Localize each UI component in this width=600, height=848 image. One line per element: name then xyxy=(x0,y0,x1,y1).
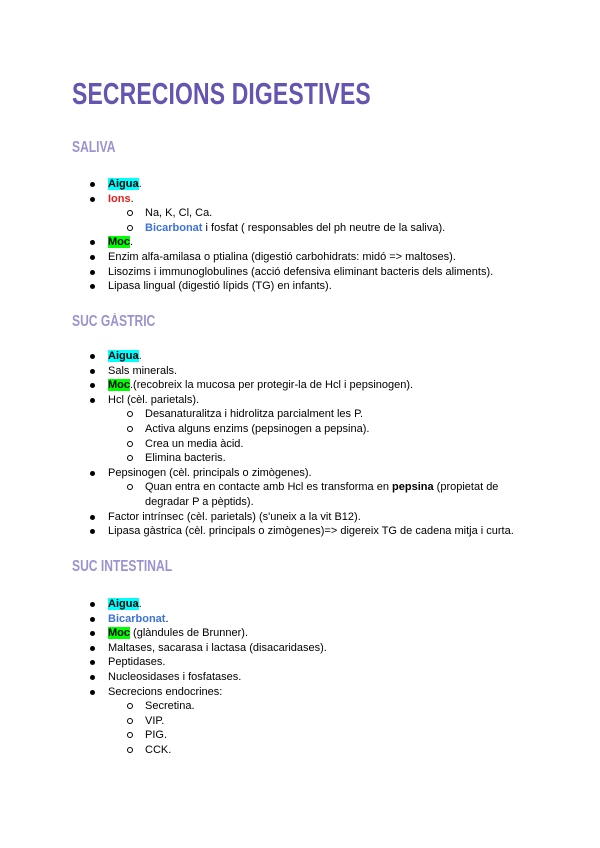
list-subitem xyxy=(0,407,600,422)
list-subitem xyxy=(0,728,600,743)
secrecions-sub-text: VIP. xyxy=(145,714,165,727)
section-heading-intestinal: SUC INTESTINAL xyxy=(72,558,173,575)
saliva-list xyxy=(0,177,600,294)
peptidases-text: Peptidases. xyxy=(108,656,166,669)
secrecions-sub-text: CCK. xyxy=(145,743,172,756)
pepsinogen-text: Pepsinogen (cèl. principals o zimògenes). xyxy=(108,466,312,479)
pepsinogen-sub-text-end: (propietat de degradar P a pèptids). xyxy=(145,481,499,508)
maltases-text: Maltases, sacarasa i lactasa (disacaridases). xyxy=(108,641,327,654)
page-title: SECRECIONS DIGESTIVES xyxy=(72,76,371,111)
list-item: Bicarbonat. xyxy=(0,612,600,627)
list-item xyxy=(0,364,600,379)
pepsinogen-sub-text: Quan entra en contacte amb Hcl es transforma en xyxy=(145,481,393,494)
list-item xyxy=(0,510,600,525)
lipasa-text: Lipasa gàstrica (cèl. principals o zimògenes)=> digereix TG de cadena mitja i curta. xyxy=(108,525,514,538)
highlight-moc: Moc xyxy=(108,379,130,392)
factor-text: Factor intrínsec (cèl. parietals) (s'uneix a la vit B12). xyxy=(108,510,361,523)
hcl-text: Hcl (cèl. parietals). xyxy=(108,393,200,406)
list-item xyxy=(0,279,600,294)
list-item: Aigua. xyxy=(0,177,600,192)
bicarbonat-text: i fosfat ( responsables del ph neutre de la saliva). xyxy=(202,221,446,234)
ions-sub-text: Na, K, Cl, Ca. xyxy=(145,207,213,220)
highlight-moc: Moc xyxy=(108,236,130,249)
secrecions-text: Secrecions endocrines: xyxy=(108,685,223,698)
list-item xyxy=(0,393,600,408)
highlight-moc: Moc xyxy=(108,627,130,640)
secrecions-sub-text: Secretina. xyxy=(145,700,195,713)
list-subitem xyxy=(0,221,600,236)
list-item: Moc. xyxy=(0,235,600,250)
gastric-list xyxy=(0,349,600,539)
sals-text: Sals minerals. xyxy=(108,364,178,377)
bicarbonat-label: Bicarbonat xyxy=(145,221,203,234)
list-subitem xyxy=(0,714,600,729)
moc-text: (glàndules de Brunner). xyxy=(130,627,249,640)
list-subitem xyxy=(0,422,600,437)
moc-text: .(recobreix la mucosa per protegir-la de Hcl i pepsinogen). xyxy=(130,379,414,392)
list-item xyxy=(0,670,600,685)
list-subitem xyxy=(0,699,600,714)
lipasa-text: Lipasa lingual (digestió lípids (TG) en infants). xyxy=(108,280,332,293)
list-item xyxy=(0,378,600,393)
list-item xyxy=(0,626,600,641)
enzim-text: Enzim alfa-amilasa o ptialina (digestió carbohidrats: midó => maltoses). xyxy=(108,250,456,263)
highlight-aigua: Aigua xyxy=(108,598,139,610)
list-item xyxy=(0,250,600,265)
intestinal-list xyxy=(0,597,600,758)
list-item: Aigua. xyxy=(0,597,600,612)
list-item: Ions. xyxy=(0,192,600,207)
list-subitem xyxy=(0,451,600,466)
highlight-aigua: Aigua xyxy=(108,350,139,362)
section-heading-saliva: SALIVA xyxy=(72,139,116,156)
list-item xyxy=(0,524,600,539)
list-item xyxy=(0,265,600,280)
section-heading-gastric: SUC GÀSTRIC xyxy=(72,313,156,330)
list-item xyxy=(0,655,600,670)
bicarbonat-label: Bicarbonat xyxy=(108,612,166,625)
highlight-aigua: Aigua xyxy=(108,178,139,190)
list-subitem xyxy=(0,743,600,758)
list-subitem xyxy=(0,480,500,509)
hcl-sub-text: Crea un media àcid. xyxy=(145,437,244,450)
list-item xyxy=(0,466,600,481)
secrecions-sub-text: PIG. xyxy=(145,729,168,742)
list-item xyxy=(0,685,600,700)
list-item: Aigua. xyxy=(0,349,600,364)
list-item xyxy=(0,641,600,656)
hcl-sub-text: Desanaturalitza i hidrolitza parcialment les P. xyxy=(145,408,364,421)
pepsina-label: pepsina xyxy=(392,481,434,494)
list-subitem xyxy=(0,206,600,221)
nucleosidases-text: Nucleosidases i fosfatases. xyxy=(108,670,242,683)
ions-label: Ions xyxy=(108,192,131,205)
hcl-sub-text: Elimina bacteris. xyxy=(145,452,226,465)
list-subitem xyxy=(0,437,600,452)
lisozims-text: Lisozims i immunoglobulines (acció defensiva eliminant bacteris dels aliments). xyxy=(108,265,494,278)
hcl-sub-text: Activa alguns enzims (pepsinogen a pepsina). xyxy=(145,422,370,435)
